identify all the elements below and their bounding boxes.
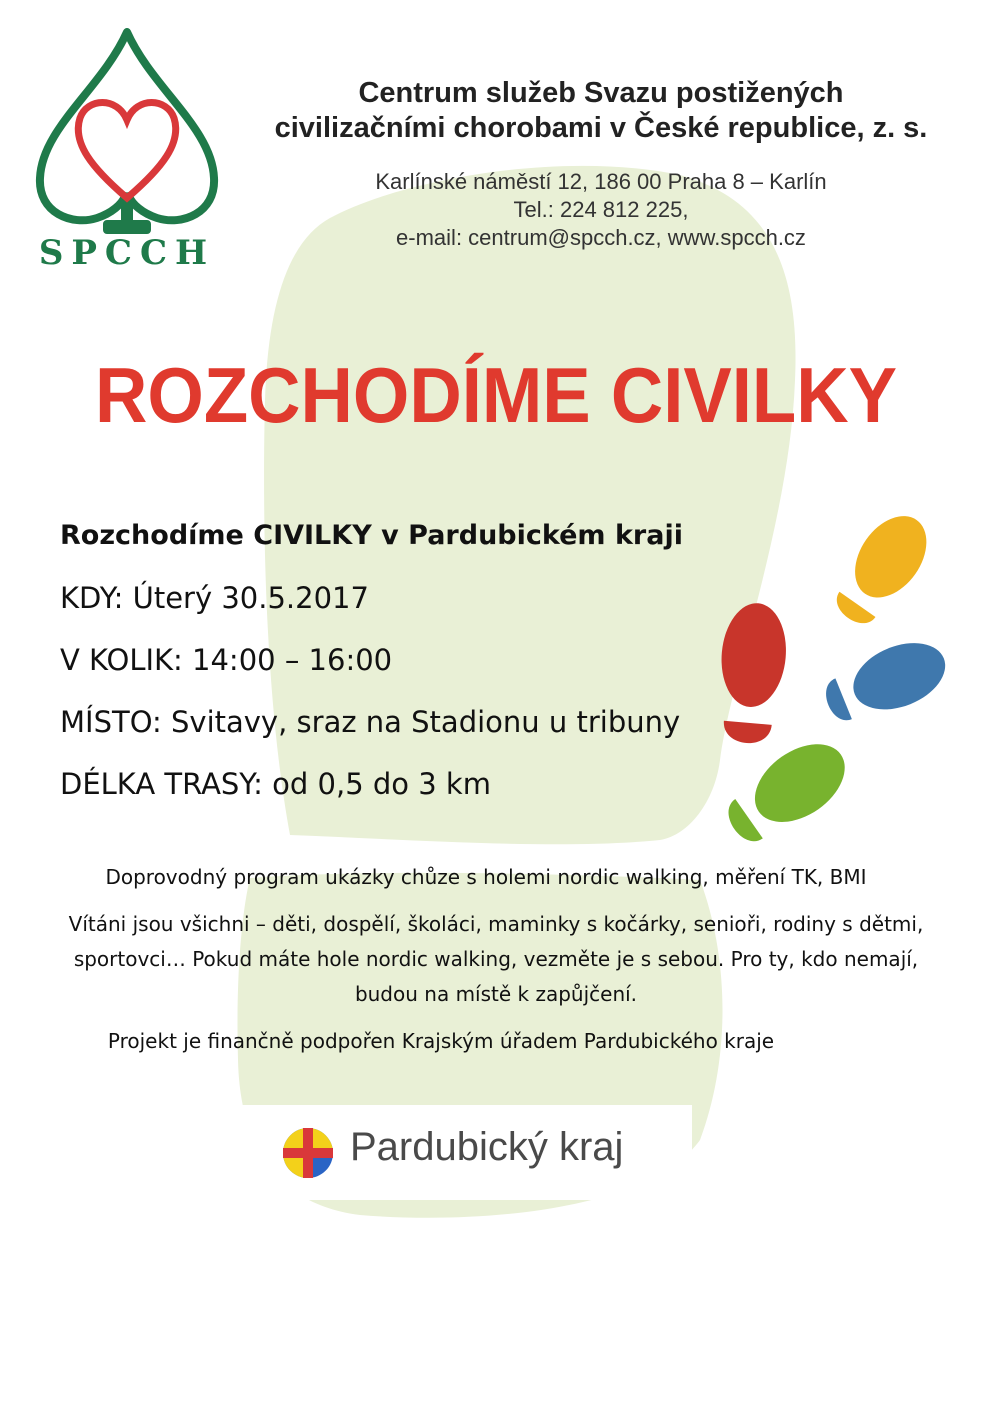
- footprint-red: [714, 600, 790, 745]
- footprint-yellow: [823, 505, 941, 635]
- event-length: DÉLKA TRASY: od 0,5 do 3 km: [60, 767, 491, 801]
- info-funding: Projekt je finančně podpořen Krajským úřadem Pardubického kraje: [107, 1029, 775, 1053]
- event-time: V KOLIK: 14:00 – 16:00: [60, 643, 393, 677]
- footprints-illustration: [700, 505, 960, 855]
- info-section: [40, 860, 952, 1071]
- event-details: [60, 505, 683, 815]
- org-name-line2: civilizačními chorobami v České republice, z. s.: [274, 112, 928, 144]
- event-when: KDY: Úterý 30.5.2017: [60, 581, 369, 615]
- footprint-green: [716, 728, 859, 855]
- event-subtitle: Rozchodíme CIVILKY v Pardubickém kraji: [60, 520, 683, 551]
- info-welcome: Vítáni jsou všichni – děti, dospělí, školáci, maminky s kočárky, senioři, rodiny s dětmi, sportovci… Pokud máte hole nordic walking, vezměte je s sebou. Pro ty, kdo nemají, budou na místě k zapůjčení.: [68, 912, 924, 1006]
- region-logo: [232, 1105, 692, 1200]
- logo-text: SPCCH: [38, 233, 216, 273]
- organization-header: [236, 76, 966, 252]
- region-emblem-icon: [282, 1127, 334, 1179]
- event-place: MÍSTO: Svitavy, sraz na Stadionu u tribuny: [60, 705, 681, 739]
- org-name-line1: Centrum služeb Svazu postižených: [358, 77, 844, 109]
- info-program: Doprovodný program ukázky chůze s holemi nordic walking, měření TK, BMI: [105, 865, 867, 889]
- org-contact: e-mail: centrum@spcch.cz, www.spcch.cz: [396, 225, 806, 250]
- footprint-blue: [817, 630, 955, 732]
- org-address: Karlínské náměstí 12, 186 00 Praha 8 – Karlín: [375, 169, 827, 194]
- spcch-logo: [32, 28, 222, 273]
- region-name: Pardubický kraj: [350, 1125, 624, 1169]
- org-phone: Tel.: 224 812 225,: [513, 197, 689, 222]
- headline: ROZCHODÍME CIVILKY: [95, 351, 897, 439]
